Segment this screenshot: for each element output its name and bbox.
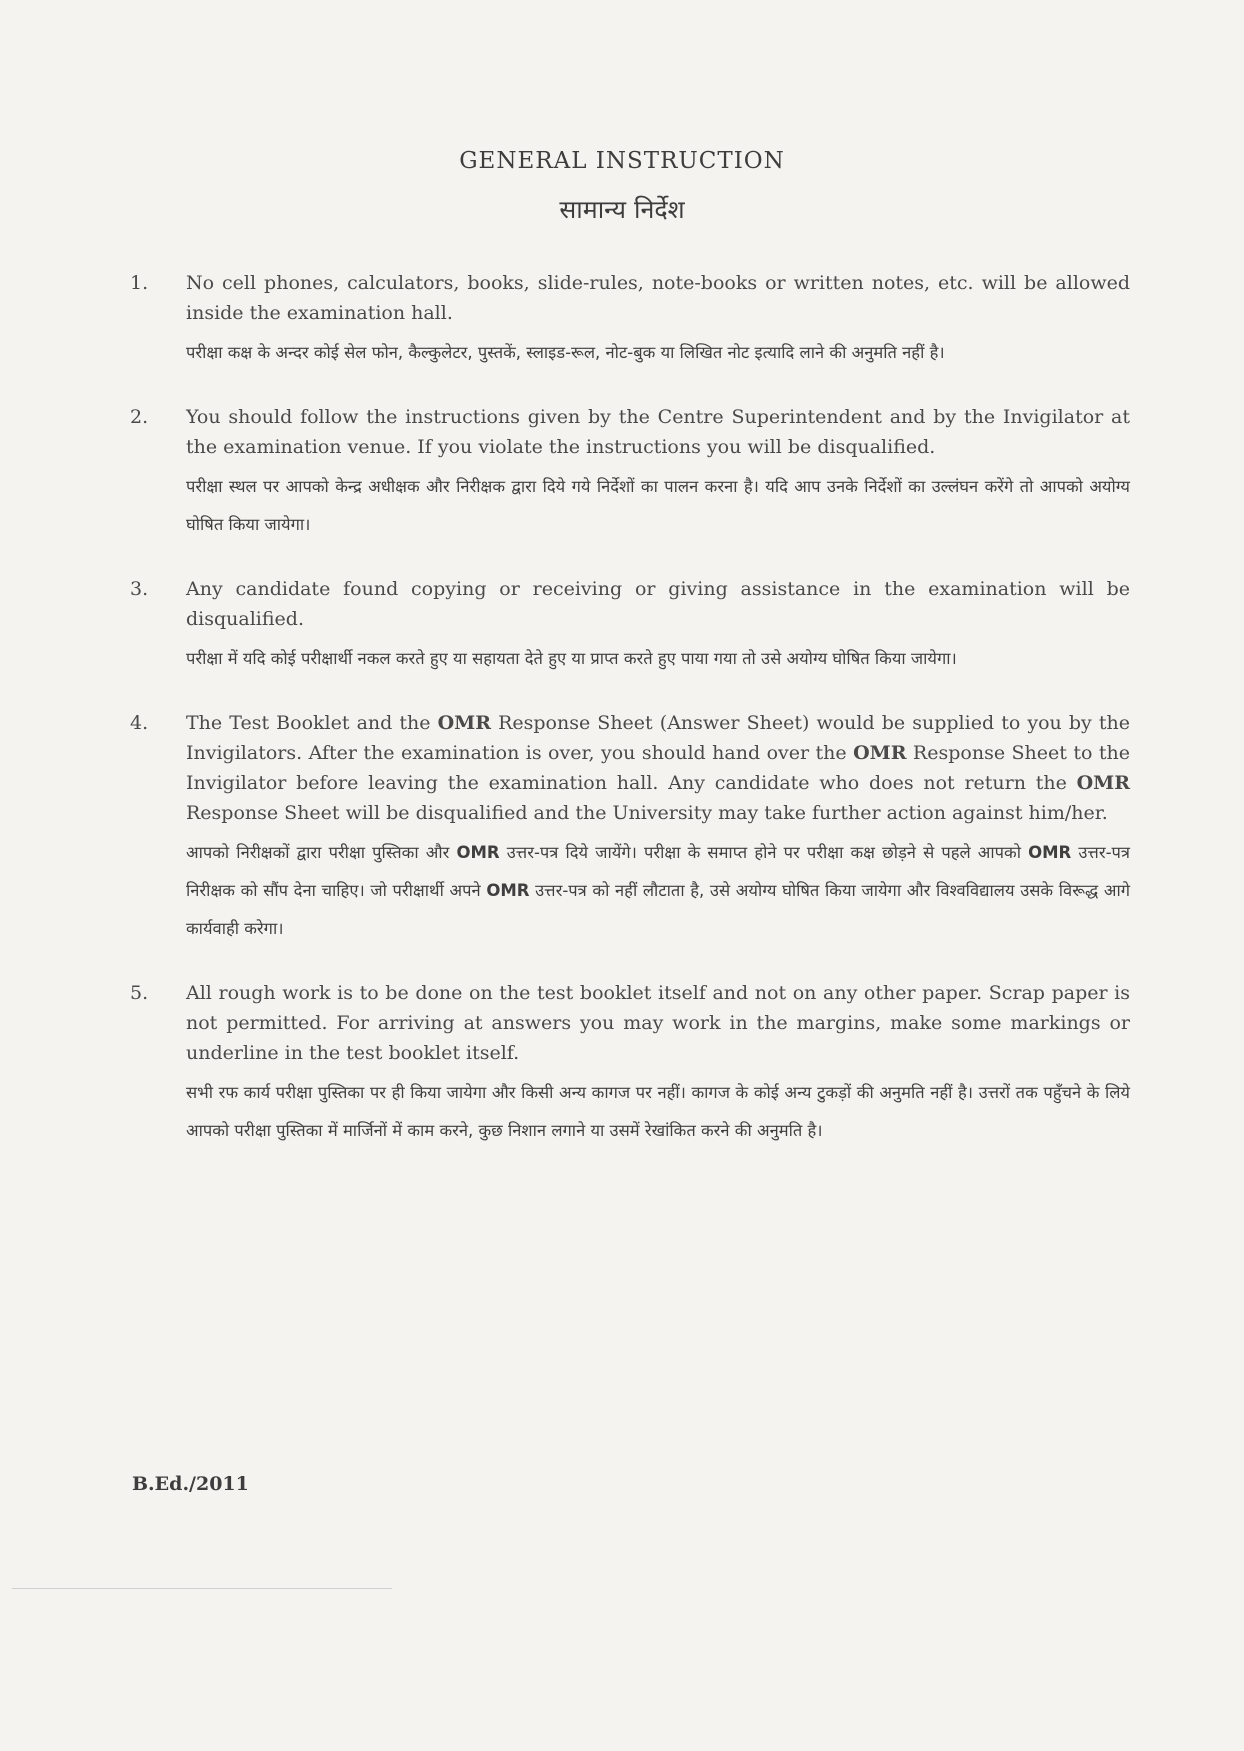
- text-segment: आपको निरीक्षकों द्वारा परीक्षा पुस्तिका और: [186, 843, 457, 862]
- text-segment: उत्तर-पत्र दिये जायेंगे। परीक्षा के समाप्त होने पर परीक्षा कक्ष छोड़ने से पहले आपको: [499, 843, 1029, 862]
- text-segment: उत्तर-पत्र को नहीं लौटाता है, उसे अयोग्य घोषित किया जायेगा और विश्वविद्यालय उसके विरूद्ध आगे कार्यवाही करेगा।: [186, 881, 1131, 938]
- instruction-text-hindi: सभी रफ कार्य परीक्षा पुस्तिका पर ही किया जायेगा और किसी अन्य कागज पर नहीं। कागज के कोई अन्य टुकड़ों की अनुमति नहीं है। उत्तरों तक पहुँचने के लिये आपको परीक्षा पुस्तिका में मार्जिनों में काम करने, कुछ निशान लगाने या उसमें रेखांकित करने की अनुमति है।: [186, 1083, 1130, 1140]
- instruction-text-hindi: परीक्षा में यदि कोई परीक्षार्थी नकल करते हुए या सहायता देते हुए या प्राप्त करते हुए पाया गया तो उसे अयोग्य घोषित किया जायेगा।: [186, 649, 957, 668]
- instruction-number: 2.: [130, 406, 149, 428]
- instruction-number: 3.: [130, 578, 149, 600]
- text-segment: Response Sheet to the Invigilator before leaving the examination hall. Any candidate who does not return the: [186, 742, 1130, 794]
- instruction-text-hindi: परीक्षा स्थल पर आपको केन्द्र अधीक्षक और निरीक्षक द्वारा दिये गये निर्देशों का पालन करना है। यदि आप उनके निर्देशों का उल्लंघन करेंगे तो आपको अयोग्य घोषित किया जायेगा।: [186, 477, 1130, 534]
- text-segment: The Test Booklet and the: [186, 712, 438, 734]
- instruction-text-english: [186, 708, 1130, 828]
- omr-term: OMR: [437, 712, 491, 734]
- text-segment: Response Sheet (Answer Sheet) would be supplied to you by the Invigilators. After the examination is over, you should hand over the: [186, 712, 1130, 764]
- instruction-text-hindi: [186, 834, 1130, 948]
- instruction-text-english: All rough work is to be done on the test booklet itself and not on any other paper. Scrap paper is not permitted. For arriving at answers you may work in the margins, make some markings or underline in the test booklet itself.: [186, 982, 1130, 1064]
- text-segment: उत्तर-पत्र निरीक्षक को सौंप देना चाहिए। जो परीक्षार्थी अपने: [186, 843, 1131, 900]
- omr-term: OMR: [1076, 772, 1130, 794]
- text-segment: Response Sheet will be disqualified and the University may take further action against him/her.: [186, 802, 1108, 824]
- omr-term: OMR: [486, 881, 530, 900]
- instruction-item-1: [130, 268, 1130, 372]
- instruction-text-english: Any candidate found copying or receiving or giving assistance in the examination will be disqualified.: [186, 578, 1130, 630]
- instruction-number: 5.: [130, 982, 149, 1004]
- divider-line: [12, 1588, 392, 1589]
- instruction-item-3: [130, 574, 1130, 678]
- instruction-item-2: [130, 402, 1130, 544]
- page-title-english: GENERAL INSTRUCTION: [459, 148, 785, 174]
- omr-term: OMR: [853, 742, 907, 764]
- instruction-text-hindi: परीक्षा कक्ष के अन्दर कोई सेल फोन, कैल्कुलेटर, पुस्तकें, स्लाइड-रूल, नोट-बुक या लिखित नोट इत्यादि लाने की अनुमति नहीं है।: [186, 343, 945, 362]
- instruction-item-4: [130, 708, 1130, 948]
- instruction-number: 1.: [130, 272, 149, 294]
- page-title-hindi: सामान्य निर्देश: [559, 195, 685, 224]
- instruction-list: [130, 268, 1130, 1180]
- paper-code: B.Ed./2011: [132, 1473, 249, 1495]
- omr-term: OMR: [456, 843, 500, 862]
- instruction-text-english: You should follow the instructions given by the Centre Superintendent and by the Invigilator at the examination venue. If you violate the instructions you will be disqualified.: [186, 406, 1130, 458]
- instruction-text-english: No cell phones, calculators, books, slide-rules, note-books or written notes, etc. will be allowed inside the examination hall.: [186, 272, 1130, 324]
- omr-term: OMR: [1028, 843, 1072, 862]
- instruction-item-5: [130, 978, 1130, 1150]
- instruction-number: 4.: [130, 712, 149, 734]
